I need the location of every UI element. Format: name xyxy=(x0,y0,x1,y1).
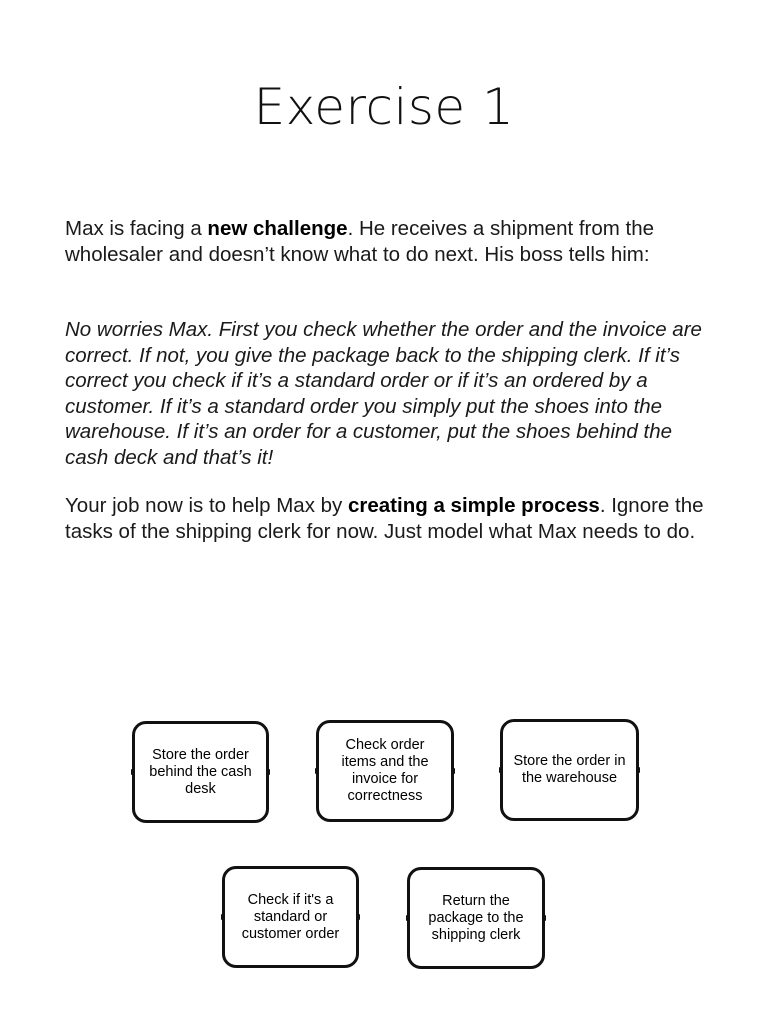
task-label: Check order items and the invoice for correctness xyxy=(341,737,429,804)
task-label: Store the order in the warehouse xyxy=(513,753,626,786)
task-store-cash-desk[interactable] xyxy=(132,721,269,823)
task-paragraph xyxy=(65,493,715,544)
intro-text-1: Max is facing a xyxy=(65,217,208,240)
task-label: Store the order behind the cash desk xyxy=(149,746,252,797)
page-title: Exercise 1 xyxy=(253,78,515,136)
task-check-order-type[interactable] xyxy=(222,866,359,968)
task-check-order[interactable] xyxy=(316,720,454,822)
box-handle xyxy=(452,768,455,774)
task-text-1: Your job now is to help Max by xyxy=(65,494,348,517)
task-return-package[interactable] xyxy=(407,867,545,969)
task-store-warehouse[interactable] xyxy=(500,719,639,821)
box-handle xyxy=(315,768,318,774)
task-text-2: . Ignore the tasks of the shipping clerk for now. Just model what Max needs to do. xyxy=(65,494,704,543)
box-handle xyxy=(357,914,360,920)
box-handle xyxy=(267,769,270,775)
intro-text-2: . He receives a shipment from the wholesaler and doesn’t know what to do next. His boss tells him: xyxy=(65,217,655,266)
intro-paragraph xyxy=(65,216,715,267)
intro-bold: new challenge xyxy=(207,217,348,240)
task-label: Check if it's a standard or customer order xyxy=(241,891,340,942)
box-handle xyxy=(637,767,640,773)
box-handle xyxy=(221,914,224,920)
box-handle xyxy=(543,915,546,921)
box-handle xyxy=(406,915,409,921)
box-handle xyxy=(499,767,502,773)
boss-quote: No worries Max. First you check whether the order and the invoice are correct. If not, you give the package back to the shipping clerk. If it’s correct you check if it’s a standard order or if it’s an ordered by a customer. If it’s a standard order you simply put the shoes into the warehouse. If it’s an order for a customer, put the shoes behind the cash deck and that’s it! xyxy=(65,318,702,469)
task-bold: creating a simple process xyxy=(348,494,600,517)
task-label: Return the package to the shipping clerk xyxy=(428,892,524,943)
box-handle xyxy=(131,769,134,775)
